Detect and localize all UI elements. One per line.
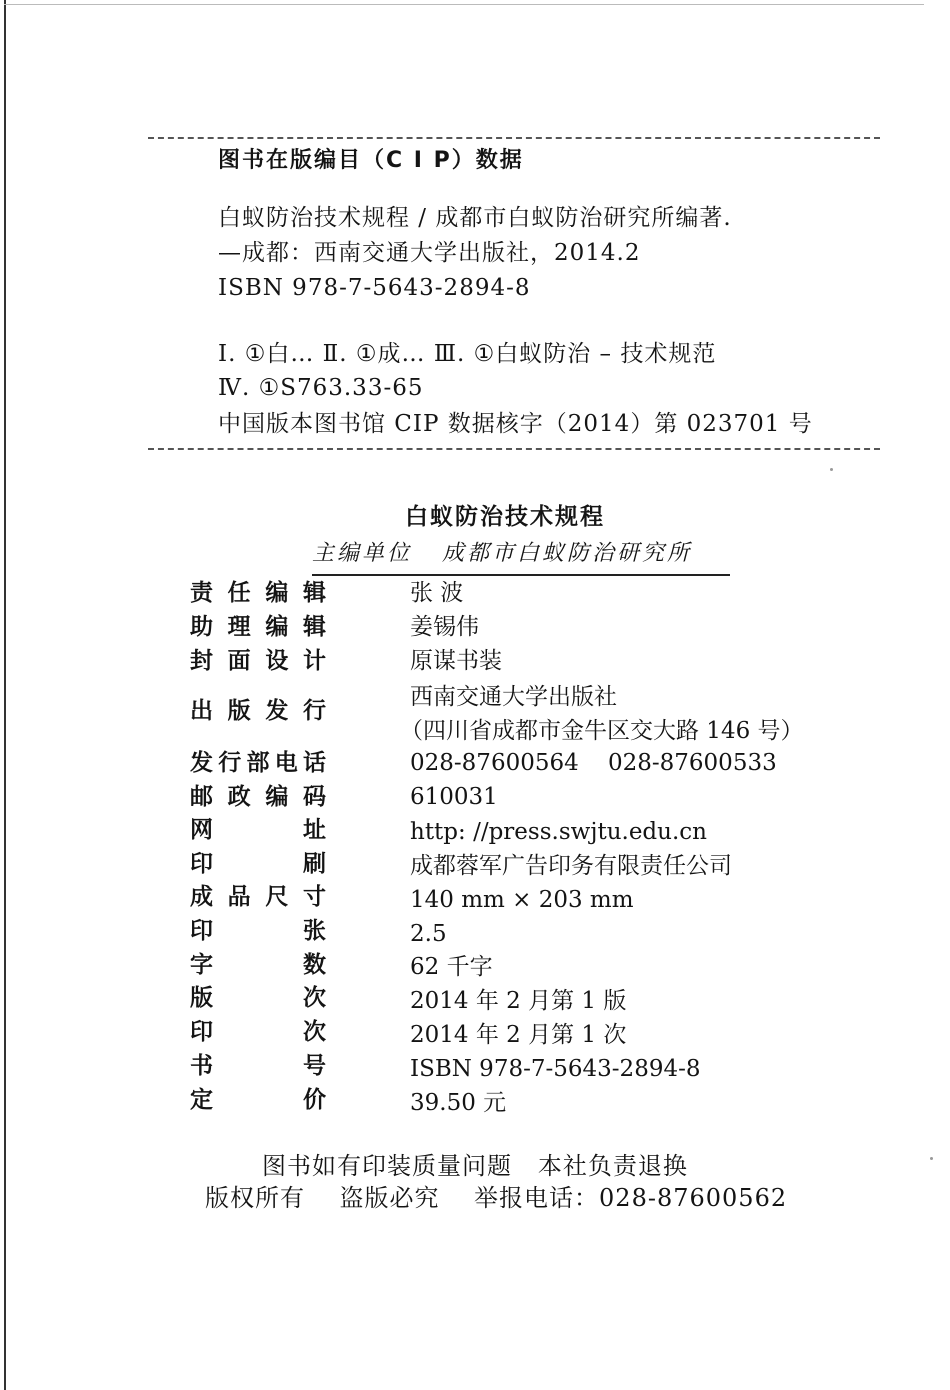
cip-line-1: 白蚁防治技术规程 / 成都市白蚁防治研究所编著.: [218, 205, 732, 231]
postcode-label: 邮政编码: [190, 784, 326, 810]
printing-label: 印次: [190, 1019, 326, 1045]
editor-value: 张 波: [410, 580, 464, 606]
printer-value: 成都蓉军广告印务有限责任公司: [410, 853, 732, 879]
cip-line-4: Ⅰ. ①白… Ⅱ. ①成… Ⅲ. ①白蚁防治 – 技术规范: [218, 341, 717, 367]
scan-speck: [930, 1157, 933, 1160]
book-title: 白蚁防治技术规程: [405, 504, 605, 530]
postcode-value: 610031: [410, 784, 498, 810]
isbn-value: ISBN 978-7-5643-2894-8: [410, 1056, 701, 1082]
price-value: 39.50 元: [410, 1090, 507, 1116]
edition-value: 2014 年 2 月第 1 版: [410, 988, 627, 1014]
isbn-label: 书号: [190, 1053, 326, 1079]
printing-value: 2014 年 2 月第 1 次: [410, 1022, 627, 1048]
website-label: 网址: [190, 817, 326, 843]
cover-design-label: 封面设计: [190, 648, 326, 674]
edition-label: 版次: [190, 985, 326, 1011]
scan-speck: [830, 468, 833, 471]
printer-label: 印刷: [190, 851, 326, 877]
chief-unit: [312, 543, 692, 565]
cip-line-6: 中国版本图书馆 CIP 数据核字（2014）第 023701 号: [218, 411, 813, 437]
size-value: 140 mm × 203 mm: [410, 887, 634, 913]
page-edge-line: [4, 0, 6, 1390]
cover-design-value: 原谋书装: [410, 648, 502, 674]
cip-header: 图书在版编目（C I P）数据: [218, 148, 524, 173]
words-label: 字数: [190, 952, 326, 978]
editor-label: 责任编辑: [190, 580, 326, 606]
cip-line-3: ISBN 978-7-5643-2894-8: [218, 275, 531, 301]
footer-copyright: 版权所有 盗版必究 举报电话：028-87600562: [205, 1184, 788, 1212]
chief-unit-label: 主编单位: [312, 541, 413, 566]
phone-label: 发行部电话: [190, 750, 326, 776]
cip-line-2: —成都：西南交通大学出版社，2014.2: [218, 240, 641, 266]
phone-value: 028-87600564 028-87600533: [410, 750, 777, 776]
publisher-label: 出版发行: [190, 698, 326, 724]
chief-unit-value: 成都市白蚁防治研究所: [442, 541, 693, 566]
publisher-address: （四川省成都市金牛区交大路 146 号）: [400, 718, 804, 744]
cip-line-5: Ⅳ. ①S763.33-65: [218, 375, 424, 401]
publisher-value: 西南交通大学出版社: [410, 684, 617, 710]
website-value: http: //press.swjtu.edu.cn: [410, 819, 707, 845]
cip-bottom-dashed-rule: [148, 448, 880, 450]
words-value: 62 千字: [410, 954, 493, 980]
sheets-value: 2.5: [410, 921, 447, 947]
price-label: 定价: [190, 1087, 326, 1113]
footer-notice: 图书如有印装质量问题 本社负责退换: [262, 1152, 688, 1180]
chief-unit-underline: [312, 574, 730, 576]
assistant-editor-label: 助理编辑: [190, 614, 326, 640]
assistant-editor-value: 姜锡伟: [410, 614, 479, 640]
page-top-edge: [4, 4, 924, 5]
sheets-label: 印张: [190, 918, 326, 944]
size-label: 成品尺寸: [190, 884, 326, 910]
cip-top-dashed-rule: [148, 137, 880, 139]
